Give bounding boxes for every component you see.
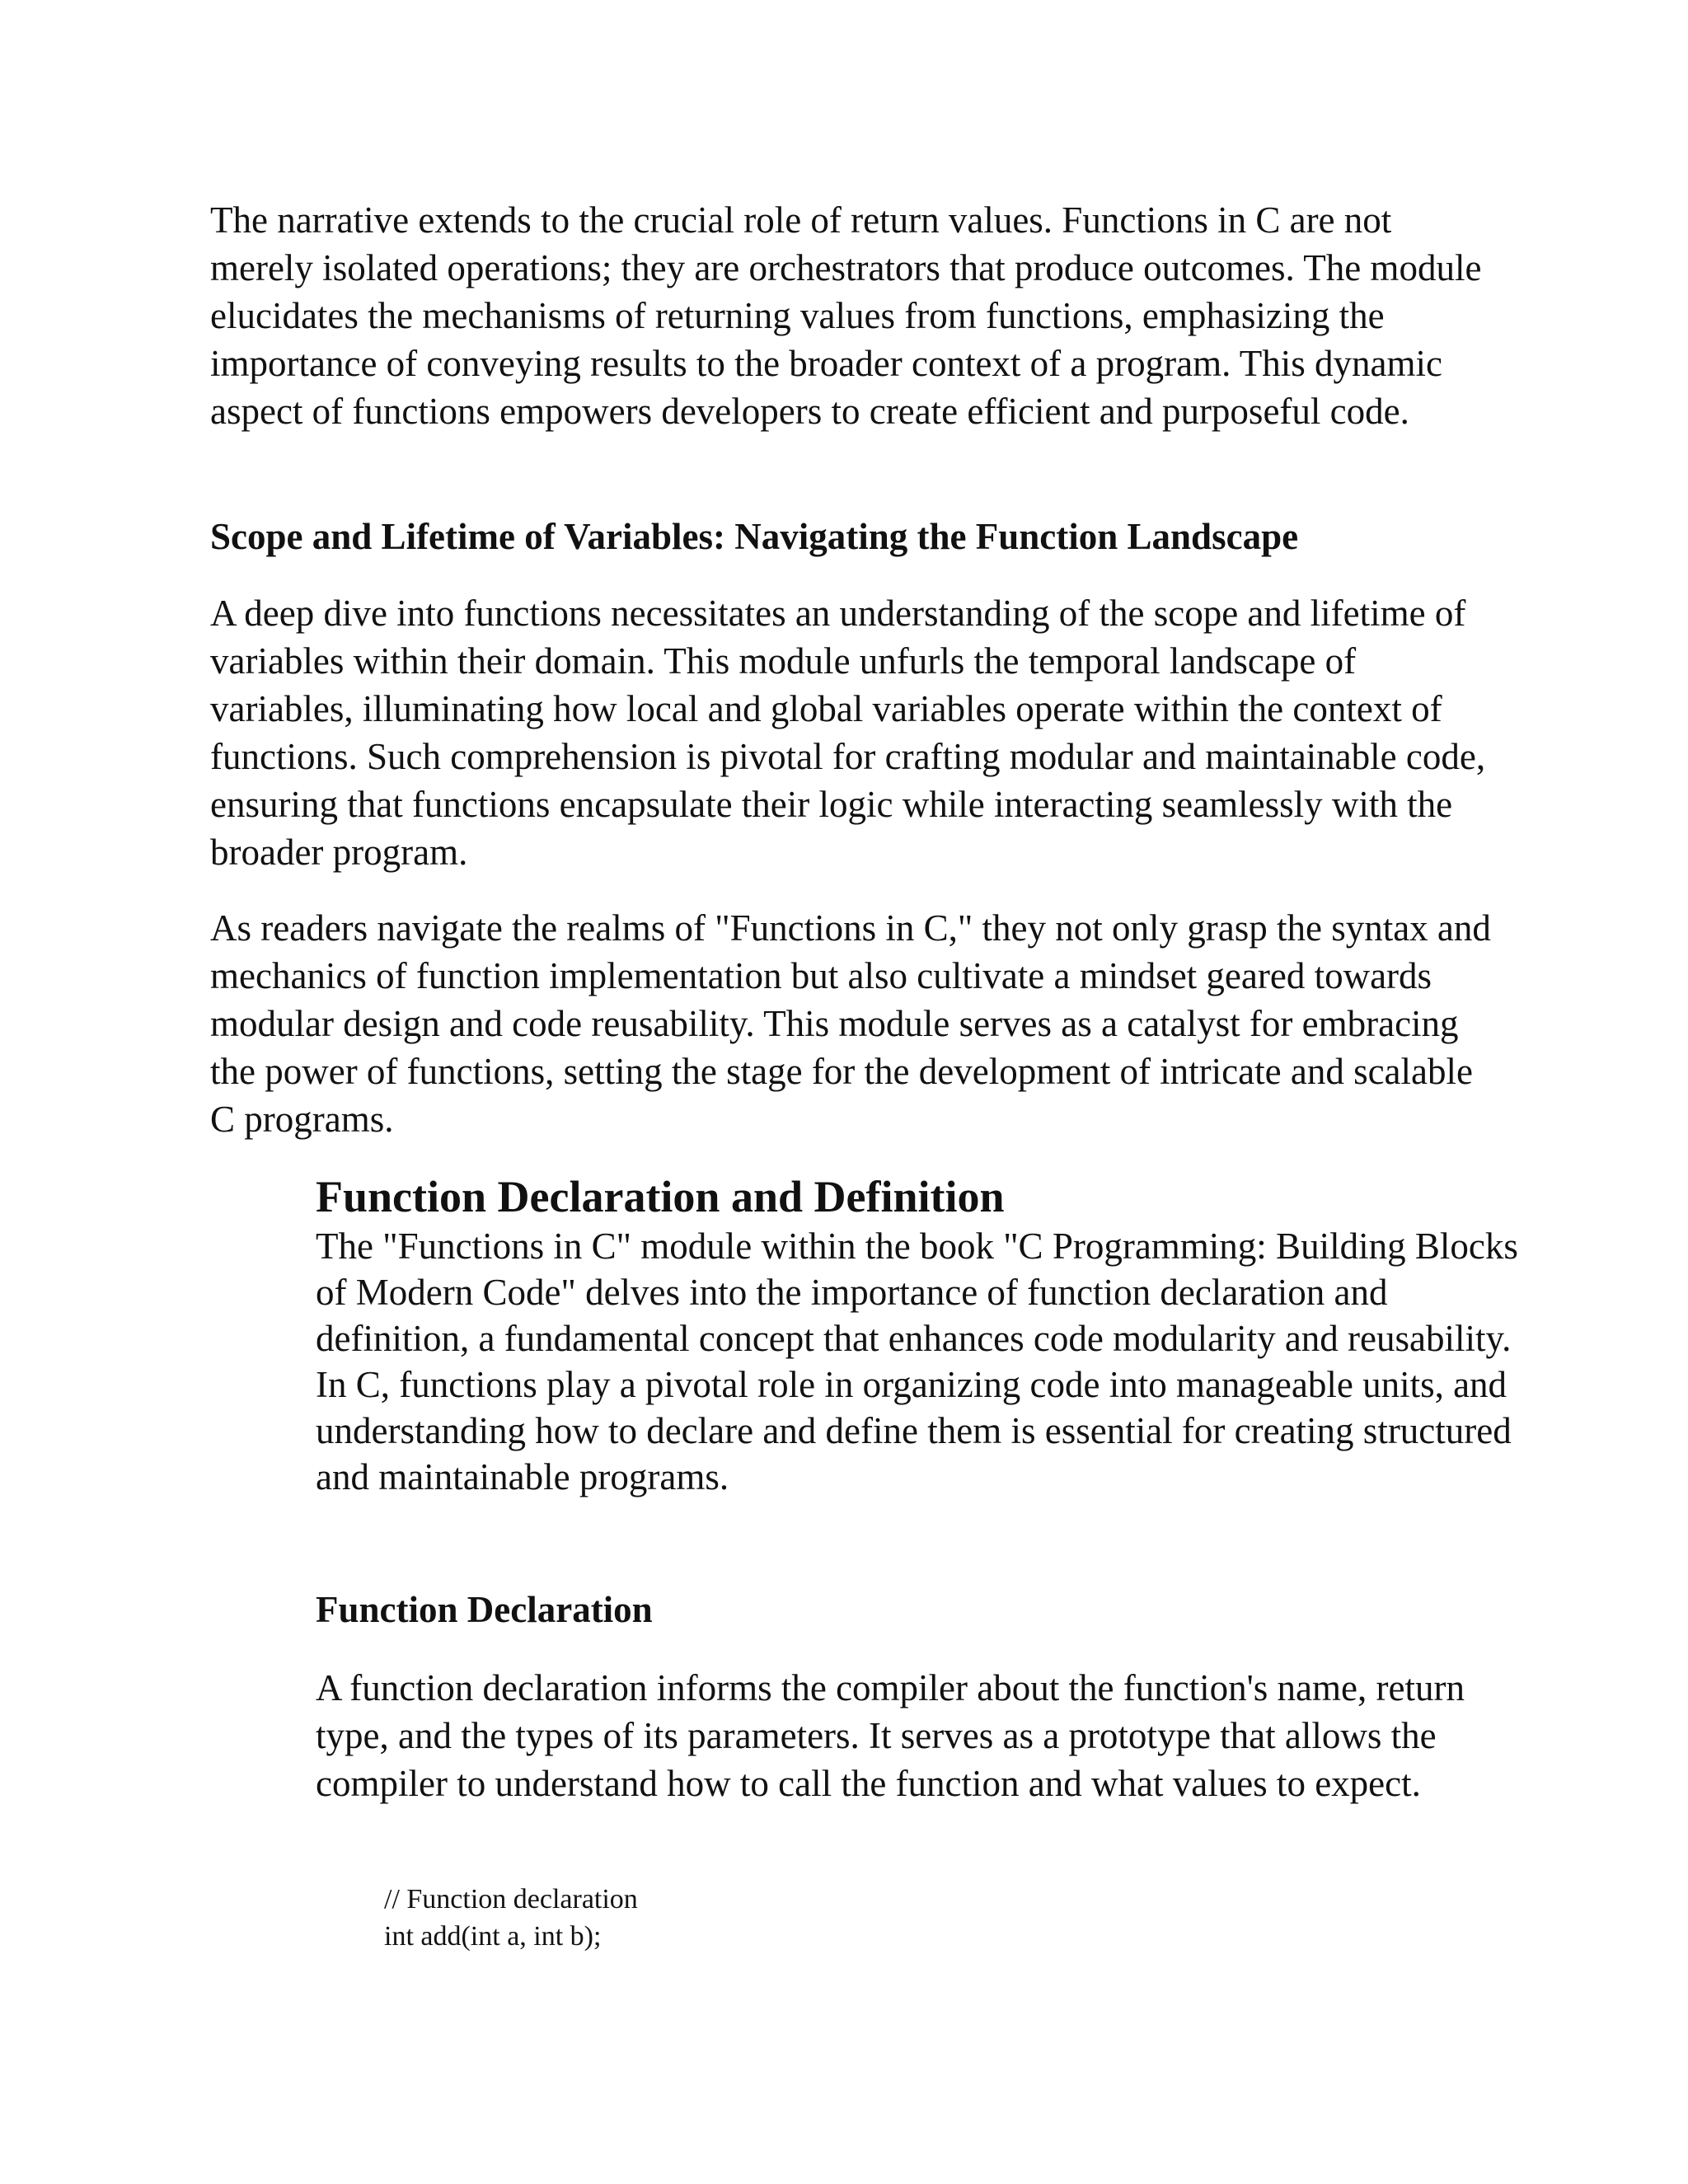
- code-snippet: [384, 1881, 1373, 1955]
- section-intro: The "Functions in C" module within the book "C Programming: Building Blocks of Modern Code" delves into the importance of function declaration and definition, a fundamental concept that enhances code modularity and reusability. In C, functions play a pivotal role in organizing code into manageable units, and understanding how to declare and define them is essential for creating structured and maintainable programs.: [316, 1226, 1518, 1497]
- paragraph-return-values: The narrative extends to the crucial role of return values. Functions in C are not merely isolated operations; they are orchestrators that produce outcomes. The module elucidates the mechanisms of returning values from functions, emphasizing the importance of conveying results to the broader context of a program. This dynamic aspect of functions empowers developers to create efficient and purposeful code.: [210, 199, 1482, 432]
- code-line-comment: // Function declaration: [384, 1884, 638, 1915]
- code-line-declaration: int add(int a, int b);: [384, 1921, 602, 1952]
- section-title: Function Declaration and Definition: [316, 1172, 1005, 1221]
- subheading-function-declaration: Function Declaration: [316, 1589, 653, 1630]
- paragraph-closing: As readers navigate the realms of "Functions in C," they not only grasp the syntax and mechanics of function implementation but also cultivate a mindset geared towards modular design and code reusability. This module serves as a catalyst for embracing the power of functions, setting the stage for the development of intricate and scalable C programs.: [210, 907, 1491, 1140]
- paragraph-scope-lifetime: A deep dive into functions necessitates an understanding of the scope and lifetime of variables within their domain. This module unfurls the temporal landscape of variables, illuminating how local and global variables operate within the context of functions. Such comprehension is pivotal for crafting modular and maintainable code, ensuring that functions encapsulate their logic while interacting seamlessly with the broader program.: [210, 593, 1486, 873]
- heading-scope-lifetime: Scope and Lifetime of Variables: Navigating the Function Landscape: [210, 516, 1299, 557]
- paragraph-function-declaration: A function declaration informs the compiler about the function's name, return type, and the types of its parameters. It serves as a prototype that allows the compiler to understand how to call the function and what values to expect.: [316, 1667, 1465, 1804]
